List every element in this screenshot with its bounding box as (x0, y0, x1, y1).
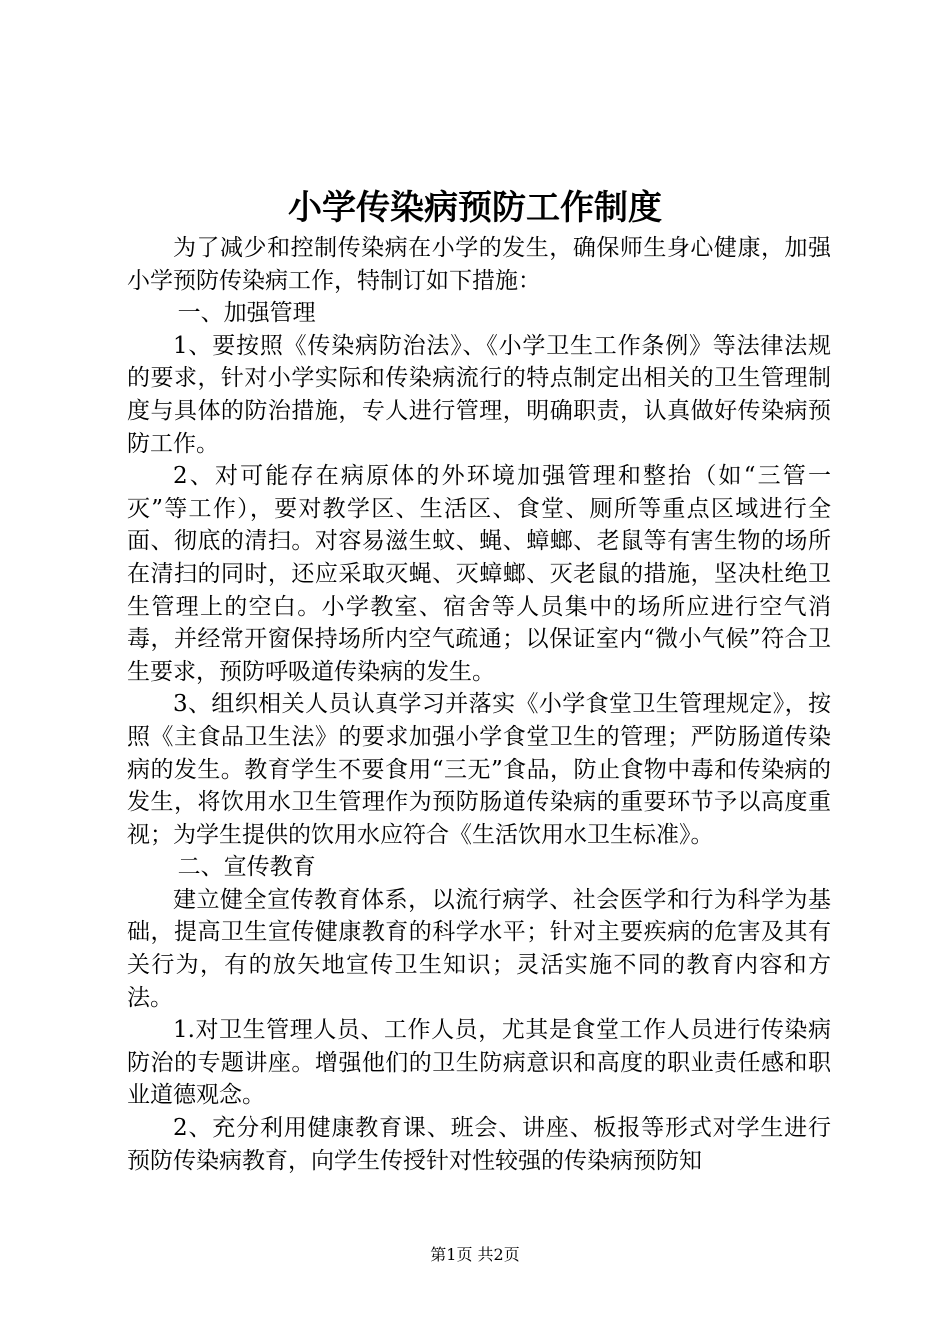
body-paragraph: 2、对可能存在病原体的外环境加强管理和整抬（如“三管一灭”等工作），要对教学区、生活区、食堂、厕所等重点区域进行全面、彻底的清扫。对容易滋生蚊、蝇、蟑螂、老鼠等有害生物的场所在清扫的同时，还应采取灭蝇、灭蟑螂、灭老鼠的措施，坚决杜绝卫生管理上的空白。小学教室、宿舍等人员集中的场所应进行空气消毒，并经常开窗保持场所内空气疏通；以保证室内“微小气候”符合卫生要求，预防呼吸道传染病的发生。 (127, 463, 831, 685)
body-paragraph: 3、组织相关人员认真学习并落实《小学食堂卫生管理规定》，按照《主食品卫生法》的要求加强小学食堂卫生的管理；严防肠道传染病的发生。教育学生不要食用“三无”食品，防止食物中毒和传染病的发生，将饮用水卫生管理作为预防肠道传染病的重要环节予以高度重视；为学生提供的饮用水应符合《生活饮用水卫生标准》。 (127, 691, 831, 848)
section-heading: 一、加强管理 (177, 300, 316, 327)
page-footer: 第1页 共2页 (430, 1245, 520, 1264)
document-body (127, 232, 831, 1177)
intro-paragraph: 为了减少和控制传染病在小学的发生，确保师生身心健康，加强小学预防传染病工作，特制订如下措施： (127, 235, 831, 294)
body-paragraph: 建立健全宣传教育体系，以流行病学、社会医学和行为科学为基础，提高卫生宣传健康教育的科学水平；针对主要疾病的危害及其有关行为，有的放矢地宣传卫生知识；灵活实施不同的教育内容和方法。 (127, 886, 831, 1011)
document-title: 小学传染病预防工作制度 (288, 188, 662, 228)
body-paragraph: 1、要按照《传染病防治法》、《小学卫生工作条例》等法律法规的要求，针对小学实际和传染病流行的特点制定出相关的卫生管理制度与具体的防治措施，专人进行管理，明确职责，认真做好传染病预防工作。 (127, 332, 831, 457)
body-paragraph: 2、充分利用健康教育课、班会、讲座、板报等形式对学生进行预防传染病教育，向学生传授针对性较强的传染病预防知 (127, 1115, 831, 1174)
section-heading: 二、宣传教育 (177, 854, 316, 881)
body-paragraph: 1.对卫生管理人员、工作人员，尤其是食堂工作人员进行传染病防治的专题讲座。增强他们的卫生防病意识和高度的职业责任感和职业道德观念。 (127, 1017, 831, 1109)
